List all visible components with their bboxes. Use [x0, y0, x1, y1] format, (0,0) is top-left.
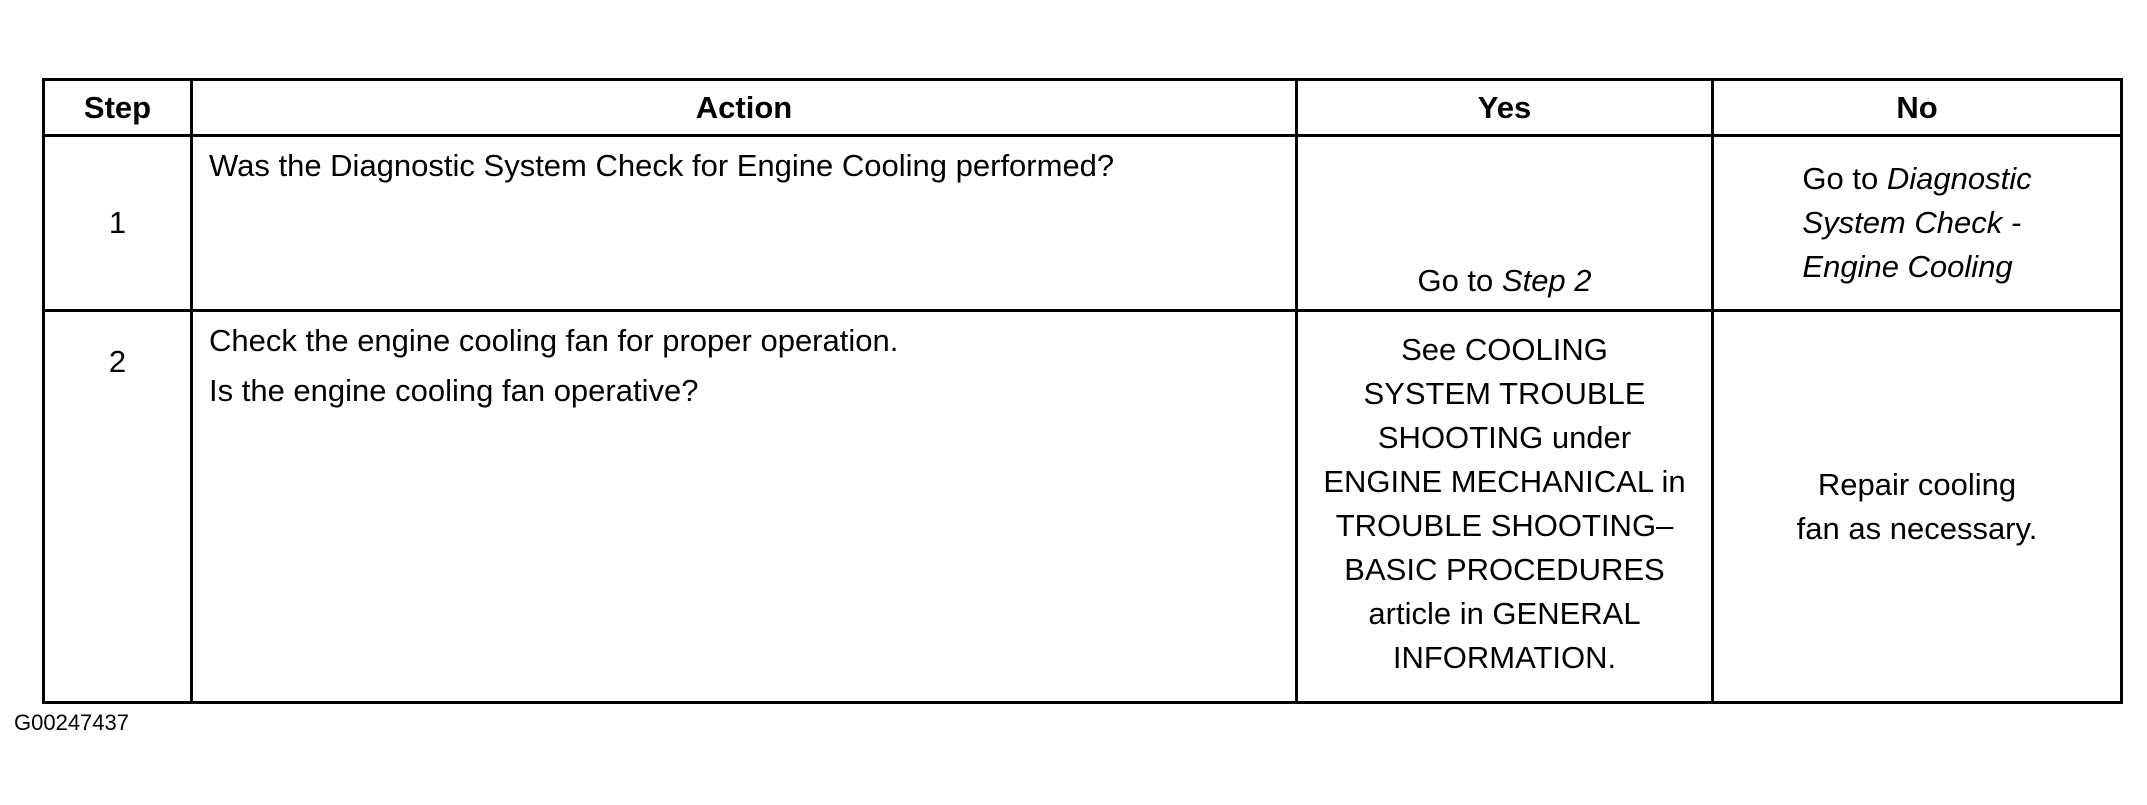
yes-line: SHOOTING under: [1377, 420, 1632, 455]
yes-step-ref: Step 2: [1501, 263, 1592, 298]
action-text: Was the Diagnostic System Check for Engine Cooling performed?: [209, 148, 1115, 183]
no-block: [1802, 157, 2031, 289]
yes-line: ENGINE MECHANICAL in: [1323, 464, 1686, 499]
table-row: [44, 136, 2122, 311]
step-number: 2: [44, 311, 192, 703]
no-ref-line: Diagnostic: [1886, 161, 2032, 196]
yes-line: TROUBLE SHOOTING–: [1335, 508, 1674, 543]
no-line: Repair cooling: [1817, 466, 2017, 502]
action-cell: [192, 136, 1297, 311]
no-ref-line: Engine Cooling: [1802, 249, 2013, 284]
header-no: No: [1713, 80, 2122, 136]
no-block: [1797, 463, 2038, 551]
header-action: Action: [192, 80, 1297, 136]
action-cell: [192, 311, 1297, 703]
yes-line: BASIC PROCEDURES: [1344, 552, 1665, 587]
yes-cell: [1297, 311, 1713, 703]
action-text: Check the engine cooling fan for proper operation.: [209, 323, 899, 358]
yes-line: INFORMATION.: [1392, 640, 1617, 675]
table-row: [44, 311, 2122, 703]
header-yes: Yes: [1297, 80, 1713, 136]
header-step: Step: [44, 80, 192, 136]
figure-id: G00247437: [14, 710, 129, 735]
diagnostic-table: [42, 78, 2123, 704]
yes-line: article in GENERAL: [1368, 596, 1641, 631]
no-cell: [1713, 311, 2122, 703]
no-prefix: Go to: [1802, 161, 1887, 196]
yes-line: See COOLING: [1401, 332, 1608, 367]
action-question: Is the engine cooling fan operative?: [209, 373, 699, 408]
yes-line: SYSTEM TROUBLE: [1363, 376, 1646, 411]
yes-cell: [1297, 136, 1713, 311]
header-row: [44, 80, 2122, 136]
yes-prefix: Go to: [1417, 263, 1502, 298]
no-cell: [1713, 136, 2122, 311]
no-ref-line: System Check -: [1802, 205, 2022, 240]
step-number: 1: [44, 136, 192, 311]
no-line: fan as necessary.: [1796, 510, 2038, 546]
